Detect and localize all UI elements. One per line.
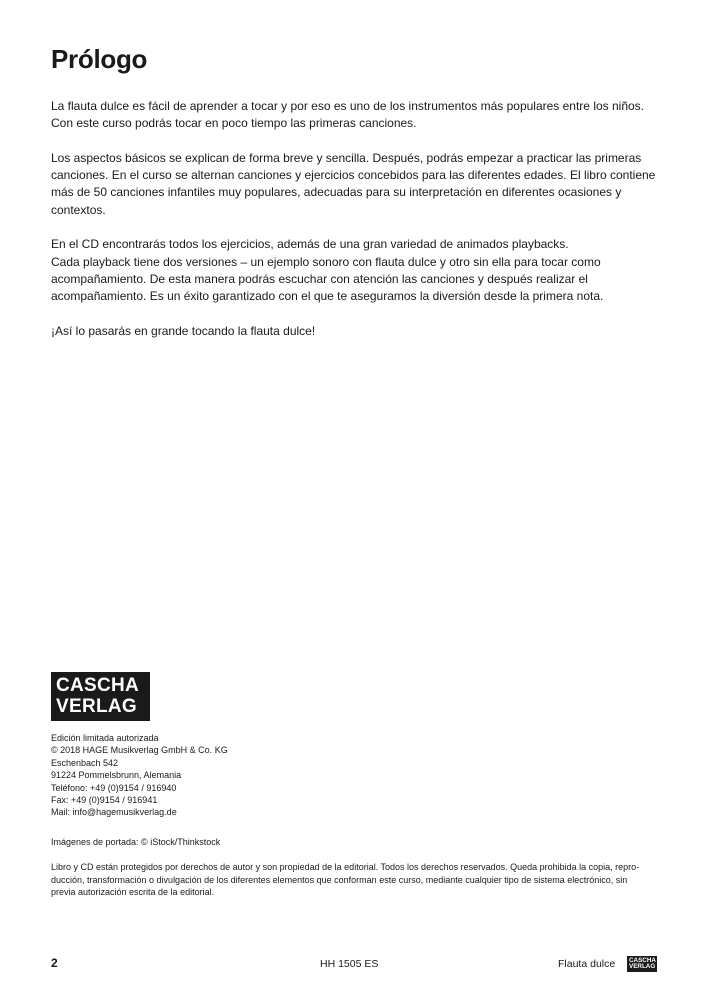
text-line: acompañamiento. De esta manera podrás escuchar con atención las canciones y después realizar el bbox=[51, 271, 588, 286]
logo-line: CASCHA bbox=[56, 675, 140, 696]
book-title: Flauta dulce bbox=[558, 958, 616, 970]
footer-logo bbox=[627, 956, 657, 972]
imprint-email: Mail: info@hagemusikverlag.de bbox=[51, 807, 177, 818]
prologue-text bbox=[51, 98, 661, 357]
text-line: canciones. En el curso se alternan canciones y ejercicios concebidos para las diferentes edades. El libro contiene bbox=[51, 168, 656, 183]
imprint-line: Teléfono: +49 (0)9154 / 916940 bbox=[51, 782, 177, 793]
paragraph bbox=[51, 236, 661, 305]
copyright-notice bbox=[51, 861, 640, 899]
page-title: Prólogo bbox=[51, 44, 148, 74]
text-line: En el CD encontrarás todos los ejercicios, además de una gran variedad de animados playbacks. bbox=[51, 237, 569, 252]
imprint-block bbox=[51, 732, 228, 819]
text-line: más de 50 canciones infantiles muy populares, adecuadas para su interpretación en diferentes ocasiones y bbox=[51, 185, 622, 200]
imprint-line: 91224 Pommelsbrunn, Alemania bbox=[51, 770, 182, 781]
paragraph bbox=[51, 150, 661, 219]
imprint-line: Fax: +49 (0)9154 / 916941 bbox=[51, 795, 158, 806]
paragraph bbox=[51, 98, 661, 133]
logo-line: CASCHA bbox=[629, 956, 656, 964]
product-code: HH 1505 ES bbox=[320, 958, 379, 970]
text-line: Los aspectos básicos se explican de forma breve y sencilla. Después, podrás empezar a practicar las primeras bbox=[51, 150, 642, 165]
rights-line: previa autorización escrita de la editorial. bbox=[51, 887, 215, 898]
imprint-line: Eschenbach 542 bbox=[51, 757, 119, 768]
text-line: Cada playback tiene dos versiones – un ejemplo sonoro con flauta dulce y otro sin ella para tocar como bbox=[51, 254, 601, 269]
publisher-logo bbox=[51, 672, 150, 721]
page-number: 2 bbox=[51, 956, 58, 970]
rights-line: ducción, transformación o divulgación de los diferentes elementos que conforman este curso, mediante cualquier tipo de sistema electrónico, sin bbox=[51, 874, 628, 885]
text-line: La flauta dulce es fácil de aprender a tocar y por eso es uno de los instrumentos más populares entre los niños. bbox=[51, 99, 645, 113]
logo-line: VERLAG bbox=[56, 696, 137, 717]
imprint-line: Edición limitada autorizada bbox=[51, 733, 159, 743]
paragraph bbox=[51, 323, 661, 340]
text-line: ¡Así lo pasarás en grande tocando la flauta dulce! bbox=[51, 323, 316, 338]
rights-line: Libro y CD están protegidos por derechos de autor y son propiedad de la editorial. Todos los derechos reservados. Queda prohibida la copia, repro- bbox=[51, 862, 640, 872]
imprint-line: © 2018 HAGE Musikverlag GmbH & Co. KG bbox=[51, 745, 228, 756]
text-line: contextos. bbox=[51, 202, 106, 217]
text-line: acompañamiento. Es un éxito garantizado con el que te aseguramos la diversión desde la primera nota. bbox=[51, 289, 604, 304]
logo-line: VERLAG bbox=[629, 963, 656, 971]
text-line: Con este curso podrás tocar en poco tiempo las primeras canciones. bbox=[51, 116, 417, 131]
cover-credits: Imágenes de portada: © iStock/Thinkstock bbox=[51, 837, 221, 847]
